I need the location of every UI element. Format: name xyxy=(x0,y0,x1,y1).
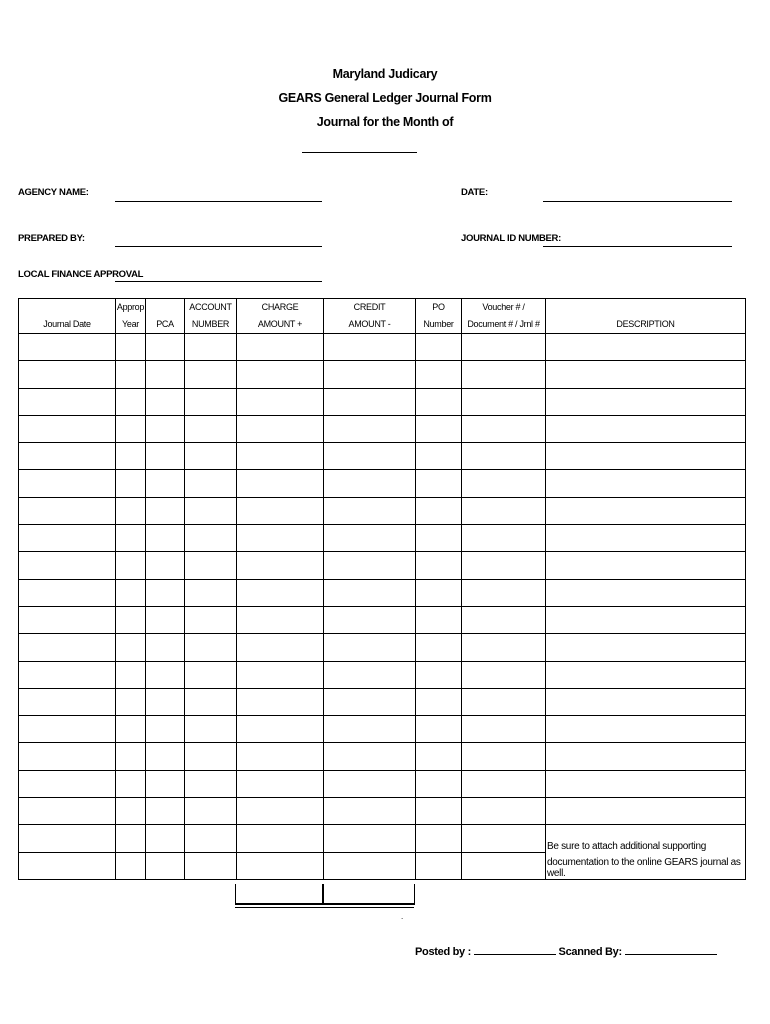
table-cell[interactable] xyxy=(462,743,546,770)
table-cell[interactable] xyxy=(546,579,746,606)
table-cell[interactable] xyxy=(146,770,185,797)
table-cell[interactable] xyxy=(546,525,746,552)
scanned-by-field[interactable] xyxy=(625,945,717,955)
table-cell[interactable] xyxy=(146,606,185,633)
table-cell[interactable] xyxy=(324,770,416,797)
table-row xyxy=(19,770,746,797)
table-cell[interactable] xyxy=(462,634,546,661)
table-cell[interactable] xyxy=(146,852,185,879)
table-cell[interactable] xyxy=(546,361,746,388)
table-cell[interactable] xyxy=(146,497,185,524)
table-cell[interactable] xyxy=(116,470,146,497)
journal-id-field[interactable] xyxy=(543,246,732,247)
table-cell[interactable] xyxy=(546,743,746,770)
table-cell[interactable] xyxy=(462,661,546,688)
table-cell[interactable] xyxy=(116,525,146,552)
table-cell[interactable] xyxy=(19,688,116,715)
table-cell[interactable] xyxy=(185,361,237,388)
table-cell[interactable] xyxy=(324,497,416,524)
table-cell[interactable] xyxy=(116,852,146,879)
table-cell[interactable] xyxy=(416,634,462,661)
table-cell[interactable] xyxy=(324,743,416,770)
header-charge-amount: CHARGE AMOUNT + xyxy=(237,299,324,334)
table-row xyxy=(19,361,746,388)
table-cell[interactable] xyxy=(546,661,746,688)
table-cell[interactable] xyxy=(416,606,462,633)
table-row xyxy=(19,661,746,688)
table-cell[interactable] xyxy=(185,470,237,497)
table-row xyxy=(19,552,746,579)
table-cell[interactable] xyxy=(237,579,324,606)
local-finance-approval-field[interactable] xyxy=(115,281,322,282)
table-row xyxy=(19,443,746,470)
table-cell[interactable] xyxy=(237,852,324,879)
table-cell[interactable] xyxy=(19,743,116,770)
table-cell[interactable] xyxy=(116,770,146,797)
table-cell[interactable] xyxy=(185,525,237,552)
table-header-row xyxy=(19,299,746,334)
table-cell[interactable] xyxy=(116,798,146,825)
table-cell[interactable] xyxy=(185,743,237,770)
table-cell[interactable] xyxy=(546,497,746,524)
table-row xyxy=(19,634,746,661)
table-cell[interactable] xyxy=(324,388,416,415)
table-cell[interactable] xyxy=(546,688,746,715)
table-cell[interactable] xyxy=(116,606,146,633)
table-cell[interactable] xyxy=(416,661,462,688)
table-cell[interactable] xyxy=(19,443,116,470)
table-cell[interactable] xyxy=(185,770,237,797)
table-cell[interactable] xyxy=(185,661,237,688)
table-cell[interactable] xyxy=(324,415,416,442)
scanned-by-label: Scanned By: xyxy=(558,946,622,958)
table-row xyxy=(19,825,746,852)
table-cell[interactable] xyxy=(416,497,462,524)
table-cell[interactable] xyxy=(19,470,116,497)
table-cell[interactable] xyxy=(324,470,416,497)
agency-name-label: AGENCY NAME: xyxy=(18,187,89,198)
table-cell[interactable] xyxy=(324,825,416,852)
table-cell[interactable] xyxy=(237,525,324,552)
table-cell[interactable] xyxy=(237,415,324,442)
table-cell[interactable] xyxy=(19,388,116,415)
table-cell[interactable] xyxy=(324,661,416,688)
table-cell[interactable] xyxy=(146,552,185,579)
table-cell[interactable] xyxy=(237,470,324,497)
table-cell[interactable] xyxy=(19,361,116,388)
table-cell[interactable] xyxy=(416,743,462,770)
header-credit-amount: CREDIT AMOUNT - xyxy=(324,299,416,334)
form-title xyxy=(0,62,770,134)
date-field[interactable] xyxy=(543,201,732,202)
table-cell[interactable] xyxy=(19,852,116,879)
table-cell[interactable] xyxy=(185,634,237,661)
table-cell[interactable] xyxy=(462,334,546,361)
table-cell[interactable] xyxy=(416,415,462,442)
table-cell[interactable] xyxy=(462,579,546,606)
table-cell[interactable] xyxy=(19,770,116,797)
table-cell[interactable] xyxy=(116,443,146,470)
table-cell[interactable] xyxy=(416,825,462,852)
table-cell[interactable] xyxy=(116,661,146,688)
table-cell[interactable] xyxy=(324,688,416,715)
table-cell[interactable] xyxy=(462,606,546,633)
table-cell[interactable] xyxy=(416,770,462,797)
table-cell[interactable] xyxy=(324,606,416,633)
signature-footer xyxy=(415,945,717,958)
table-cell[interactable] xyxy=(185,415,237,442)
table-cell[interactable] xyxy=(19,497,116,524)
table-cell[interactable] xyxy=(546,716,746,743)
attachment-note-line-1: Be sure to attach additional supporting xyxy=(546,825,746,852)
table-cell[interactable] xyxy=(116,388,146,415)
table-cell[interactable] xyxy=(546,415,746,442)
table-cell[interactable] xyxy=(146,443,185,470)
local-finance-approval-label: LOCAL FINANCE APPROVAL xyxy=(18,269,144,280)
table-cell[interactable] xyxy=(546,470,746,497)
table-cell[interactable] xyxy=(324,525,416,552)
table-cell[interactable] xyxy=(416,716,462,743)
table-cell[interactable] xyxy=(116,497,146,524)
table-row xyxy=(19,743,746,770)
table-cell[interactable] xyxy=(462,388,546,415)
table-cell[interactable] xyxy=(146,415,185,442)
table-cell[interactable] xyxy=(546,443,746,470)
journal-id-label: JOURNAL ID NUMBER: xyxy=(461,233,561,244)
prepared-by-field[interactable] xyxy=(115,246,322,247)
table-cell[interactable] xyxy=(324,798,416,825)
table-row xyxy=(19,470,746,497)
table-cell[interactable] xyxy=(146,334,185,361)
table-cell[interactable] xyxy=(146,716,185,743)
table-row xyxy=(19,334,746,361)
table-cell[interactable] xyxy=(19,579,116,606)
table-cell[interactable] xyxy=(546,634,746,661)
table-cell[interactable] xyxy=(19,661,116,688)
table-cell[interactable] xyxy=(185,497,237,524)
table-cell[interactable] xyxy=(462,825,546,852)
table-cell[interactable] xyxy=(185,716,237,743)
month-input-line[interactable] xyxy=(302,152,417,153)
table-cell[interactable] xyxy=(237,497,324,524)
table-row xyxy=(19,579,746,606)
table-cell[interactable] xyxy=(19,334,116,361)
table-cell[interactable] xyxy=(116,415,146,442)
table-cell[interactable] xyxy=(237,334,324,361)
table-cell[interactable] xyxy=(462,716,546,743)
table-cell[interactable] xyxy=(146,825,185,852)
table-cell[interactable] xyxy=(462,443,546,470)
table-cell[interactable] xyxy=(416,688,462,715)
table-cell[interactable] xyxy=(324,634,416,661)
table-cell[interactable] xyxy=(237,825,324,852)
table-cell[interactable] xyxy=(237,798,324,825)
table-cell[interactable] xyxy=(146,661,185,688)
header-description: DESCRIPTION xyxy=(546,299,746,334)
date-label: DATE: xyxy=(461,187,488,198)
table-cell[interactable] xyxy=(237,552,324,579)
table-cell[interactable] xyxy=(185,825,237,852)
table-cell[interactable] xyxy=(19,606,116,633)
header-account-number: ACCOUNT NUMBER xyxy=(185,299,237,334)
table-cell[interactable] xyxy=(146,579,185,606)
table-cell[interactable] xyxy=(116,334,146,361)
agency-name-field[interactable] xyxy=(115,201,322,202)
table-cell[interactable] xyxy=(237,770,324,797)
table-cell[interactable] xyxy=(185,334,237,361)
table-cell[interactable] xyxy=(237,361,324,388)
journal-table xyxy=(18,298,746,880)
posted-by-field[interactable] xyxy=(474,945,556,955)
table-cell[interactable] xyxy=(116,688,146,715)
credit-total-cell[interactable] xyxy=(322,884,415,905)
table-cell[interactable] xyxy=(146,798,185,825)
table-cell[interactable] xyxy=(185,798,237,825)
table-cell[interactable] xyxy=(324,443,416,470)
table-row xyxy=(19,688,746,715)
table-cell[interactable] xyxy=(185,852,237,879)
table-cell[interactable] xyxy=(237,743,324,770)
table-row xyxy=(19,716,746,743)
prepared-by-label: PREPARED BY: xyxy=(18,233,85,244)
table-cell[interactable] xyxy=(237,388,324,415)
table-cell[interactable] xyxy=(146,470,185,497)
table-cell[interactable] xyxy=(546,388,746,415)
table-cell[interactable] xyxy=(116,361,146,388)
table-cell[interactable] xyxy=(324,361,416,388)
table-row xyxy=(19,606,746,633)
table-cell[interactable] xyxy=(462,470,546,497)
table-cell[interactable] xyxy=(237,688,324,715)
table-cell[interactable] xyxy=(185,443,237,470)
table-cell[interactable] xyxy=(237,606,324,633)
attachment-note-line-2: documentation to the online GEARS journal as well. xyxy=(546,852,746,879)
table-cell[interactable] xyxy=(546,606,746,633)
table-cell[interactable] xyxy=(146,634,185,661)
table-cell[interactable] xyxy=(185,579,237,606)
table-cell[interactable] xyxy=(237,443,324,470)
table-cell[interactable] xyxy=(116,552,146,579)
table-cell[interactable] xyxy=(19,798,116,825)
table-cell[interactable] xyxy=(462,525,546,552)
table-cell[interactable] xyxy=(462,688,546,715)
table-cell[interactable] xyxy=(237,634,324,661)
table-cell[interactable] xyxy=(324,334,416,361)
table-cell[interactable] xyxy=(324,716,416,743)
title-form-name: GEARS General Ledger Journal Form xyxy=(278,91,492,105)
table-cell[interactable] xyxy=(462,852,546,879)
table-row xyxy=(19,388,746,415)
table-cell[interactable] xyxy=(462,798,546,825)
table-cell[interactable] xyxy=(185,606,237,633)
table-cell[interactable] xyxy=(416,443,462,470)
table-cell[interactable] xyxy=(324,579,416,606)
table-cell[interactable] xyxy=(185,688,237,715)
table-cell[interactable] xyxy=(462,415,546,442)
table-cell[interactable] xyxy=(546,334,746,361)
table-cell[interactable] xyxy=(546,798,746,825)
table-row xyxy=(19,852,746,879)
table-cell[interactable] xyxy=(146,361,185,388)
table-cell[interactable] xyxy=(185,388,237,415)
table-cell[interactable] xyxy=(146,688,185,715)
header-journal-date: Journal Date xyxy=(19,299,116,334)
table-cell[interactable] xyxy=(416,579,462,606)
title-organization: Maryland Judicary xyxy=(332,67,438,81)
table-cell[interactable] xyxy=(416,798,462,825)
table-cell[interactable] xyxy=(546,770,746,797)
table-cell[interactable] xyxy=(19,716,116,743)
table-cell[interactable] xyxy=(324,852,416,879)
table-cell[interactable] xyxy=(237,661,324,688)
table-cell[interactable] xyxy=(462,770,546,797)
header-voucher-document: Voucher # / Document # / Jrnl # xyxy=(462,299,546,334)
table-row xyxy=(19,497,746,524)
table-cell[interactable] xyxy=(462,497,546,524)
header-pca: PCA xyxy=(146,299,185,334)
header-approp-year: Approp Year xyxy=(116,299,146,334)
table-cell[interactable] xyxy=(116,579,146,606)
table-cell[interactable] xyxy=(416,388,462,415)
table-cell[interactable] xyxy=(146,525,185,552)
table-row xyxy=(19,415,746,442)
table-cell[interactable] xyxy=(116,716,146,743)
table-cell[interactable] xyxy=(546,552,746,579)
posted-by-label: Posted by : xyxy=(415,946,471,958)
table-cell[interactable] xyxy=(416,361,462,388)
table-cell[interactable] xyxy=(462,361,546,388)
table-cell[interactable] xyxy=(416,334,462,361)
table-cell[interactable] xyxy=(19,825,116,852)
table-cell[interactable] xyxy=(19,634,116,661)
table-cell[interactable] xyxy=(416,552,462,579)
table-cell[interactable] xyxy=(146,388,185,415)
title-journal-month: Journal for the Month of xyxy=(316,115,454,129)
table-cell[interactable] xyxy=(146,743,185,770)
table-cell[interactable] xyxy=(416,470,462,497)
table-cell[interactable] xyxy=(116,634,146,661)
table-cell[interactable] xyxy=(416,852,462,879)
table-cell[interactable] xyxy=(237,716,324,743)
header-po-number: PO Number xyxy=(416,299,462,334)
table-row xyxy=(19,525,746,552)
stray-mark: . xyxy=(401,912,404,921)
table-cell[interactable] xyxy=(462,552,546,579)
table-cell[interactable] xyxy=(416,525,462,552)
totals-double-underline xyxy=(235,903,414,908)
table-cell[interactable] xyxy=(19,525,116,552)
table-cell[interactable] xyxy=(19,552,116,579)
table-cell[interactable] xyxy=(116,743,146,770)
table-cell[interactable] xyxy=(19,415,116,442)
table-cell[interactable] xyxy=(116,825,146,852)
table-cell[interactable] xyxy=(324,552,416,579)
charge-total-cell[interactable] xyxy=(235,884,324,905)
table-cell[interactable] xyxy=(185,552,237,579)
table-row xyxy=(19,798,746,825)
